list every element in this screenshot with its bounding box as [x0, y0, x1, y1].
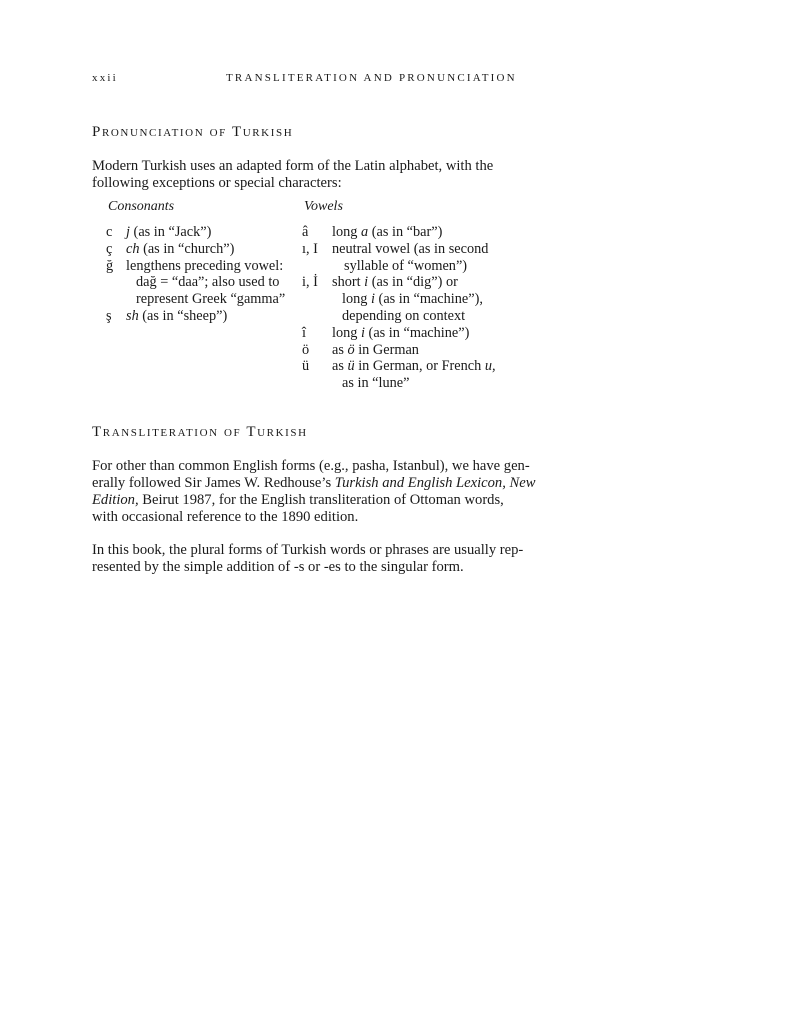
running-title: TRANSLITERATION AND PRONUNCIATION — [226, 72, 517, 84]
vowels-label: Vowels — [304, 199, 343, 214]
vowels-list — [302, 224, 502, 392]
transliteration-paragraph-1 — [92, 458, 536, 526]
letter: ö — [302, 341, 310, 358]
para2-line-1: In this book, the plural forms of Turkish words or phrases are usually rep- — [92, 542, 524, 558]
list-item: i, İ short i (as in “dig”) or long i (as in “machine”), depending on context — [302, 274, 483, 324]
para1-line-3: Edition, Beirut 1987, for the English transliteration of Ottoman words, — [92, 492, 504, 508]
page-number: xxii — [92, 72, 118, 84]
letter: ı, I — [302, 240, 318, 257]
consonants-list — [106, 224, 296, 325]
letter: ü — [302, 358, 310, 375]
intro-line-1: Modern Turkish uses an adapted form of the Latin alphabet, with the — [92, 158, 494, 174]
para1-line-4: with occasional reference to the 1890 edition. — [92, 509, 359, 525]
section-heading-transliteration: Transliteration of Turkish — [92, 424, 308, 440]
list-item: ş sh (as in “sheep”) — [106, 307, 228, 324]
para1-line-2: erally followed Sir James W. Redhouse’s Turkish and English Lexicon, New — [92, 475, 536, 491]
letter: c — [106, 224, 113, 240]
list-item: ü as ü in German, or French u, as in “lune” — [302, 358, 496, 392]
intro-line-2: following exceptions or special characters: — [92, 175, 342, 191]
list-item: ö as ö in German — [302, 341, 419, 358]
transliteration-paragraph-2 — [92, 542, 524, 576]
para2-line-2: resented by the simple addition of -s or -es to the singular form. — [92, 559, 464, 575]
list-item: î long i (as in “machine”) — [302, 324, 470, 341]
para1-line-1: For other than common English forms (e.g., pasha, Istanbul), we have gen- — [92, 458, 530, 474]
letter: ç — [106, 240, 113, 257]
list-item: c j (as in “Jack”) — [106, 224, 212, 240]
letter: î — [302, 324, 306, 341]
pronunciation-intro — [92, 158, 492, 192]
list-item: ğ lengthens preceding vowel: dağ = “daa”; also used to represent Greek “gamma” — [106, 257, 286, 308]
letter: i, İ — [302, 274, 318, 291]
letter: â — [302, 224, 309, 240]
section-heading-pronunciation: Pronunciation of Turkish — [92, 124, 294, 140]
list-item: â long a (as in “bar”) — [302, 224, 443, 240]
consonants-label: Consonants — [108, 199, 175, 214]
running-head — [92, 72, 517, 90]
list-item: ç ch (as in “church”) — [106, 240, 235, 257]
letter: ş — [106, 307, 112, 324]
list-item: ı, I neutral vowel (as in second syllable of “women”) — [302, 240, 489, 274]
letter: ğ — [106, 257, 114, 274]
